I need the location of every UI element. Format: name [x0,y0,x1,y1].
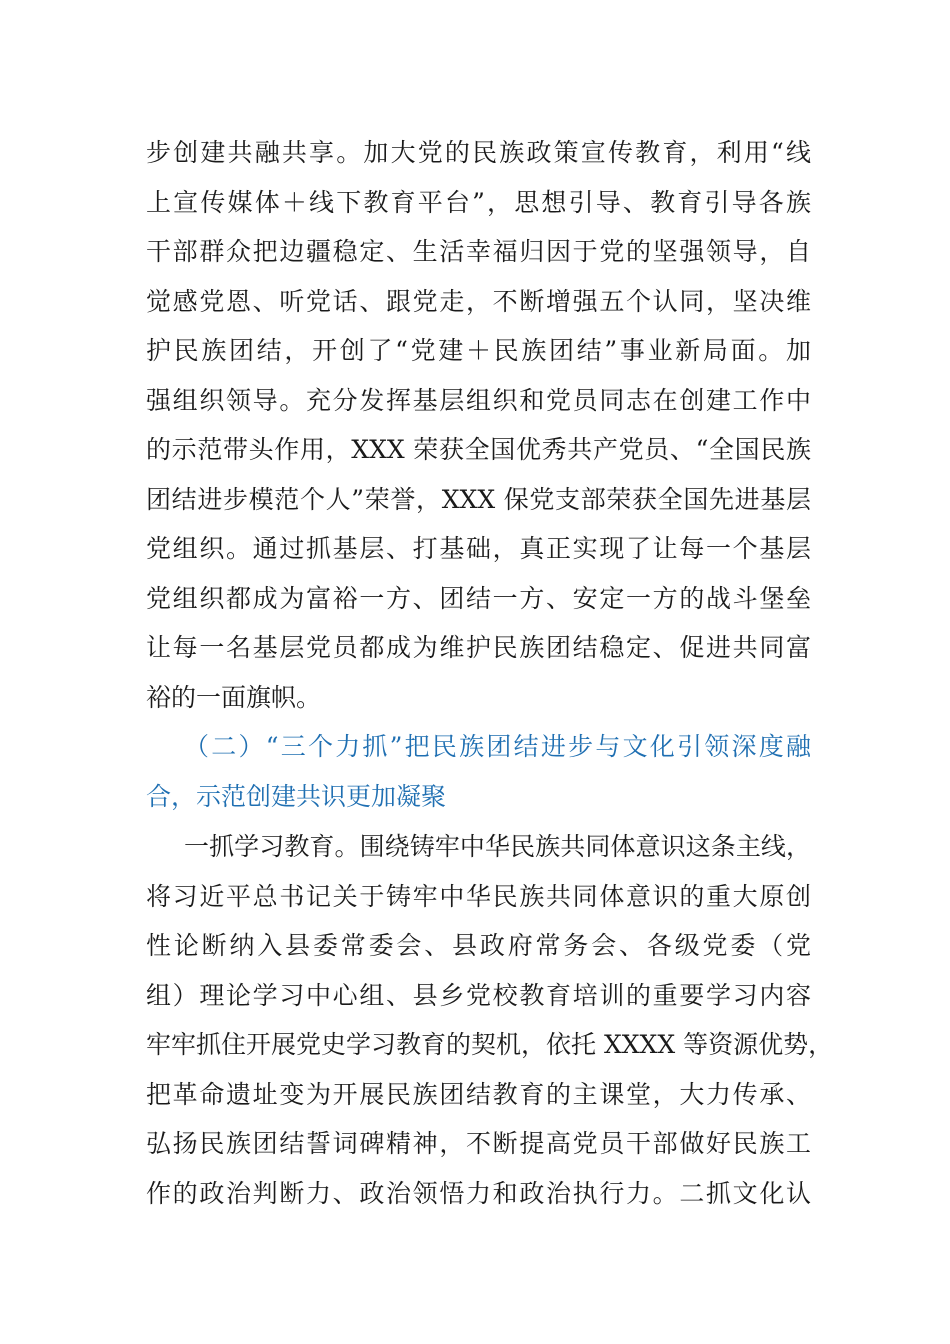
paragraph-line: 一抓学习教育。围绕铸牢中华民族共同体意识这条主线， [184,832,811,861]
body-paragraph-2 [146,822,834,1218]
paragraph-line: 性论断纳入县委常委会、县政府常务会、各级党委（党 [146,931,811,960]
paragraph-line: 强组织领导。充分发挥基层组织和党员同志在创建工作中 [146,385,811,415]
paragraph-line: 牢牢抓住开展党史学习教育的契机，依托 XXXX 等资源优势， [146,1030,834,1059]
paragraph-line: 裕的一面旗帜。 [146,682,322,712]
heading-line: （二）“三个力抓”把民族团结进步与文化引领深度融 [184,732,811,761]
paragraph-line: 作的政治判断力、政治领悟力和政治执行力。二抓文化认 [146,1178,811,1208]
heading-line: 合，示范创建共识更加凝聚 [146,781,447,811]
paragraph-line: 护民族团结，开创了“党建＋民族团结”事业新局面。加 [146,336,811,365]
paragraph-line: 将习近平总书记关于铸牢中华民族共同体意识的重大原创 [146,881,811,911]
paragraph-line: 团结进步模范个人”荣誉，XXX 保党支部荣获全国先进基层 [146,484,811,514]
paragraph-line: 弘扬民族团结誓词碑精神，不断提高党员干部做好民族工 [146,1129,811,1158]
paragraph-line: 党组织。通过抓基层、打基础，真正实现了让每一个基层 [146,534,811,563]
paragraph-line: 上宣传媒体＋线下教育平台”，思想引导、教育引导各族 [146,187,811,217]
paragraph-line: 组）理论学习中心组、县乡党校教育培训的重要学习内容 [146,980,811,1010]
paragraph-line: 的示范带头作用，XXX 荣获全国优秀共产党员、“全国民族 [146,435,811,464]
paragraph-line: 干部群众把边疆稳定、生活幸福归因于党的坚强领导，自 [146,237,811,266]
section-heading [146,722,811,821]
paragraph-line: 党组织都成为富裕一方、团结一方、安定一方的战斗堡垒 [146,583,811,613]
paragraph-line: 让每一名基层党员都成为维护民族团结稳定、促进共同富 [146,633,811,662]
paragraph-line: 觉感党恩、听党话、跟党走，不断增强五个认同，坚决维 [146,286,811,316]
paragraph-line: 步创建共融共享。加大党的民族政策宣传教育，利用“线 [146,138,811,167]
paragraph-line: 把革命遗址变为开展民族团结教育的主课堂，大力传承、 [146,1079,811,1109]
body-paragraph-1 [146,128,811,722]
